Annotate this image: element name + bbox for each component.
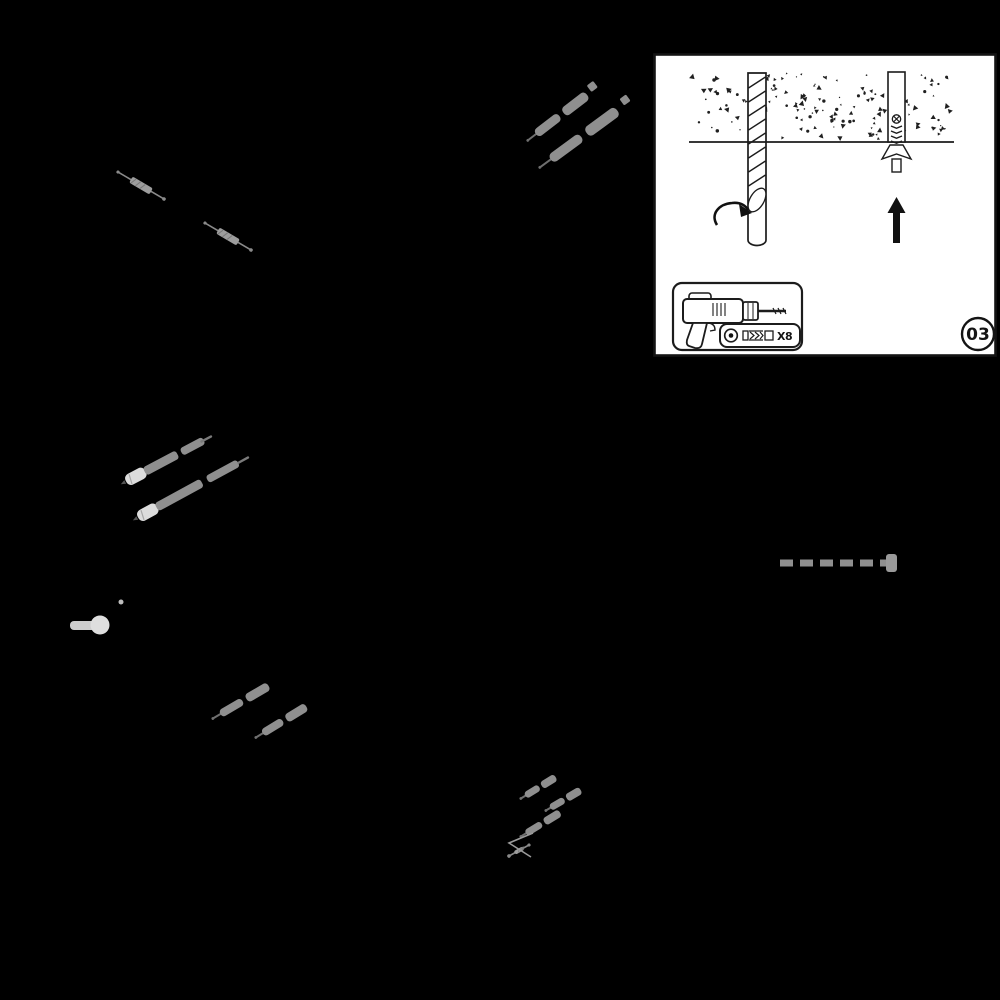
screw-illustration (543, 787, 583, 815)
screw-illustration (202, 219, 254, 254)
step-number: 03 (966, 325, 990, 345)
step-badge (962, 318, 994, 350)
dashed-screw-illustration (780, 554, 897, 572)
step-panel-art (653, 53, 997, 357)
bolt-illustration (70, 616, 110, 635)
screw-illustration (115, 168, 167, 203)
screw-illustration (252, 703, 308, 742)
screw-illustration (534, 94, 634, 172)
screw-illustration (518, 774, 558, 803)
screw-illustration (130, 452, 252, 526)
screw-illustration (506, 842, 531, 858)
drill-bit (744, 73, 769, 246)
parts-strip (720, 324, 800, 347)
screw-illustration (209, 682, 270, 723)
step-panel (653, 53, 997, 357)
dot-marker (119, 600, 124, 605)
screw-illustration (522, 81, 601, 145)
quantity-label: X8 (777, 330, 793, 343)
anchor-hole (888, 72, 905, 142)
